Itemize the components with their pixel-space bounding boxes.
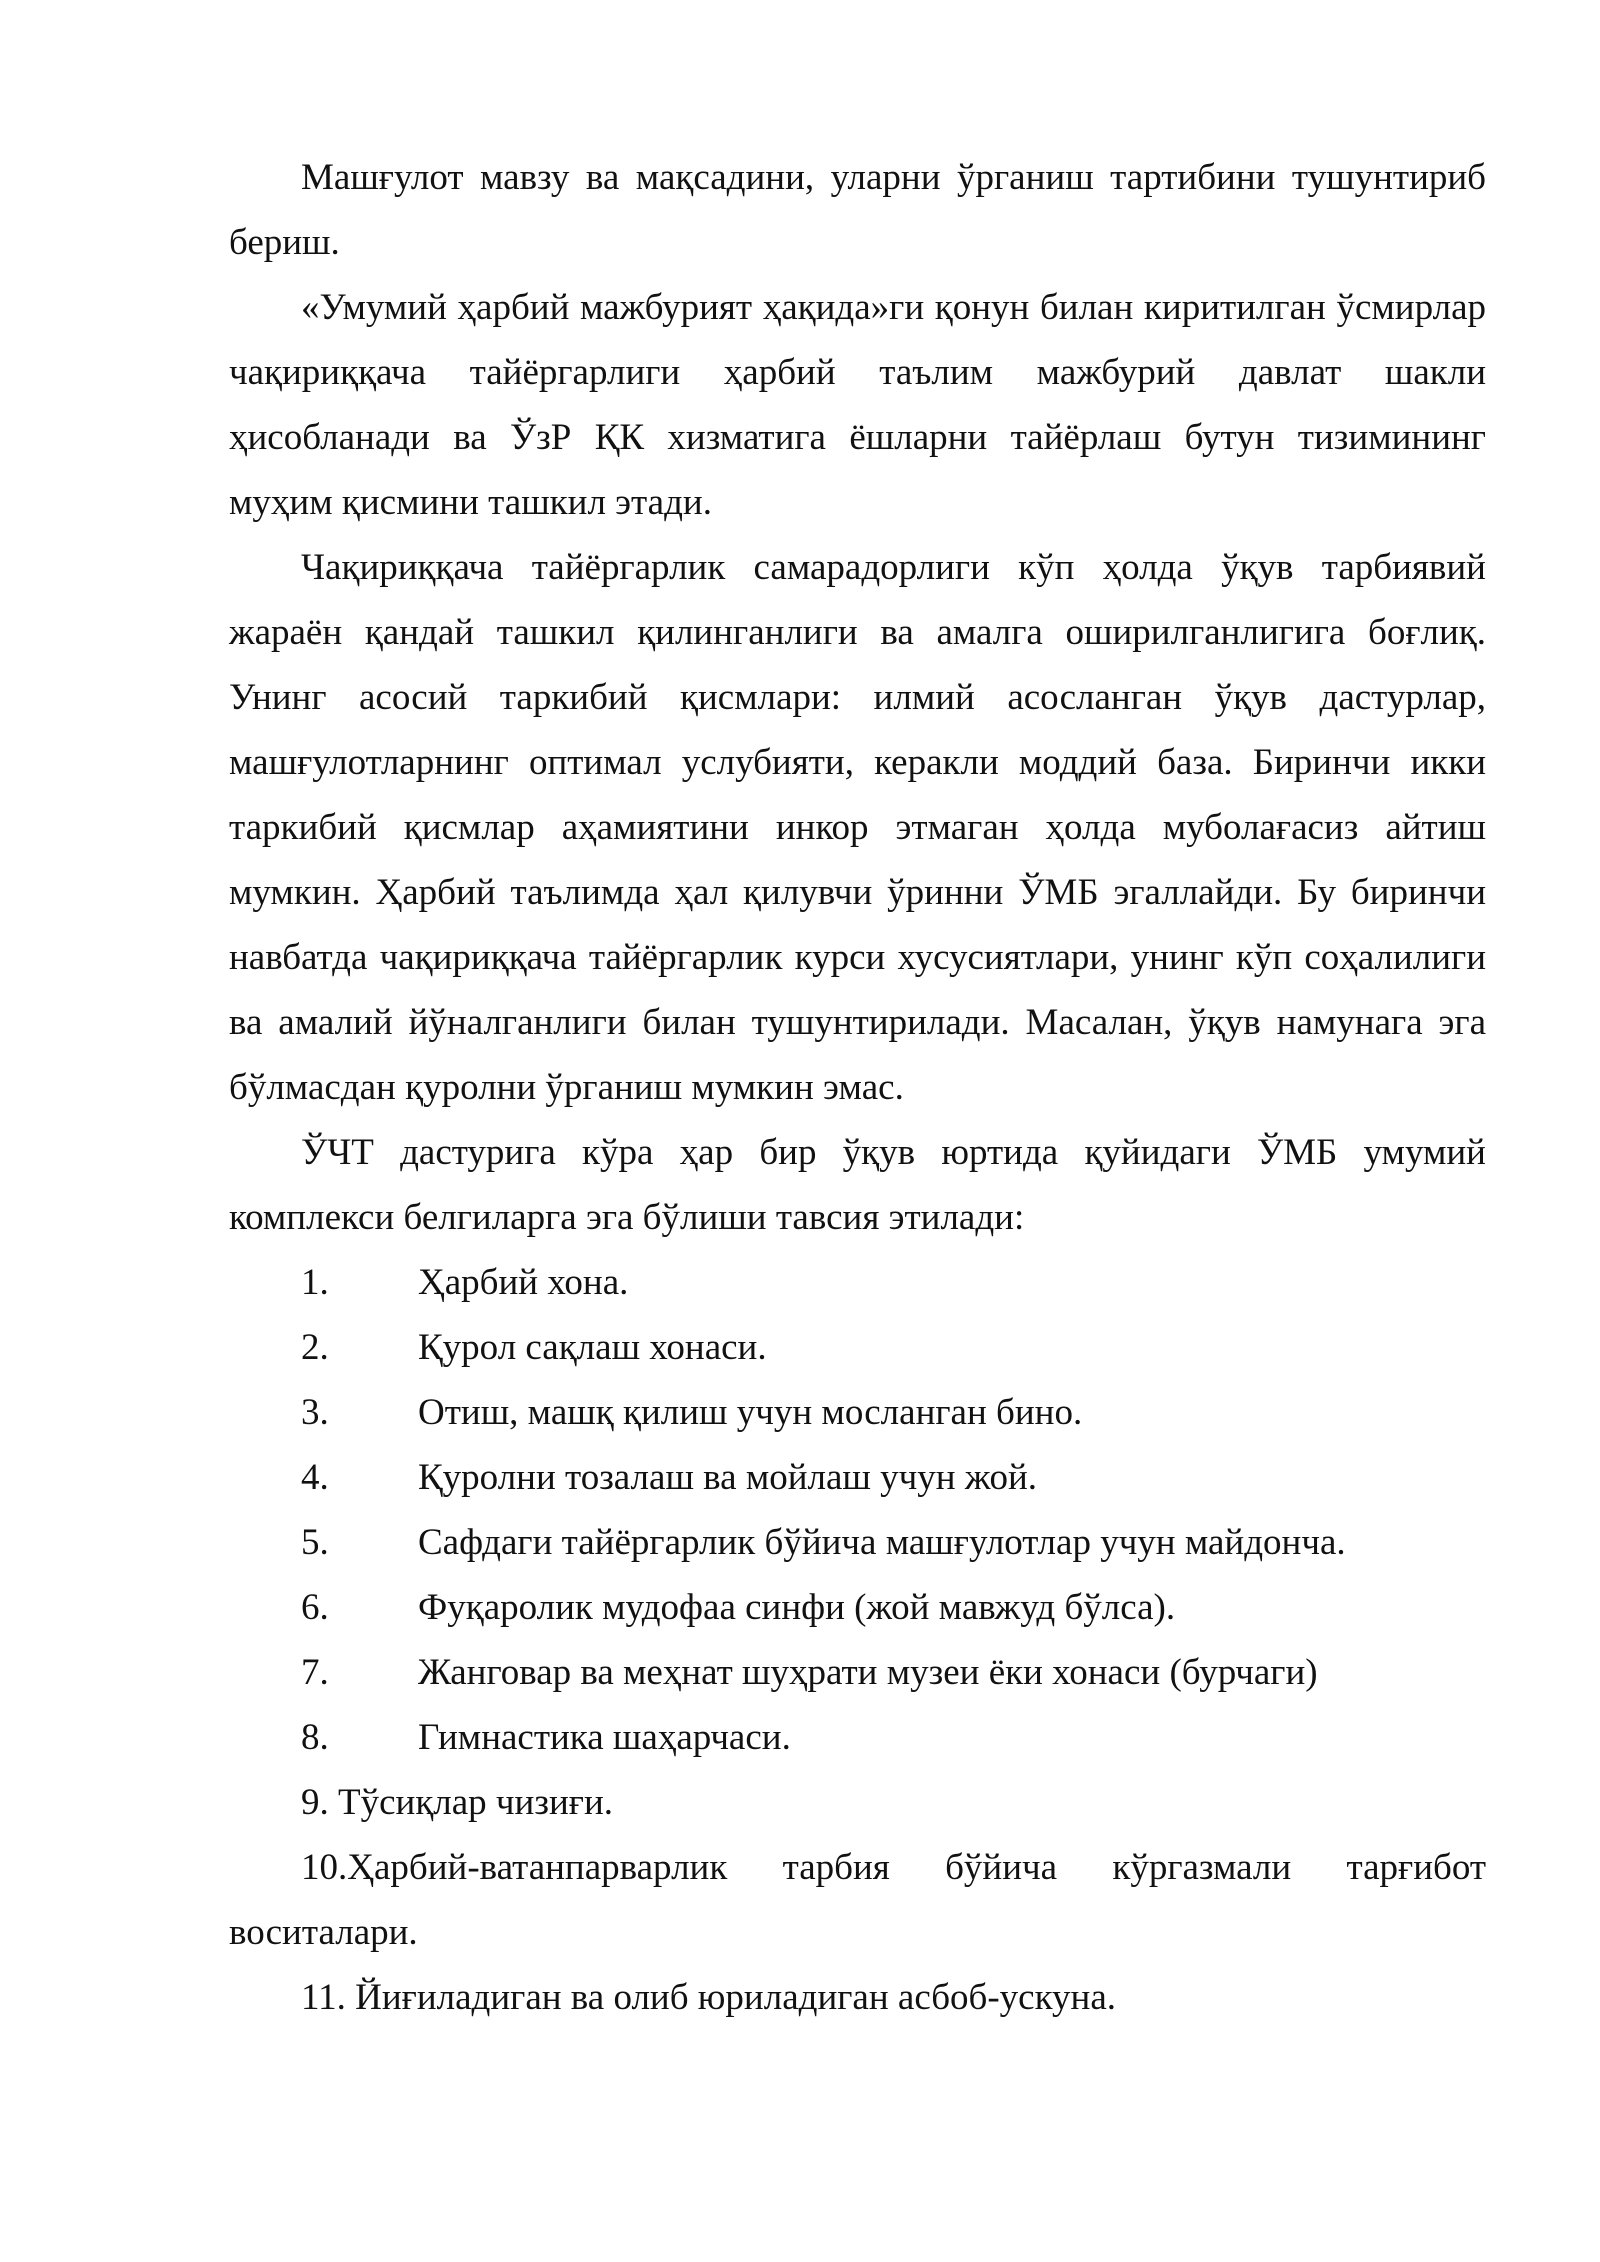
list-item (229, 1705, 1486, 1770)
list-item-number: 5. (301, 1522, 329, 1563)
list-item (229, 1575, 1486, 1640)
list-item (229, 1445, 1486, 1510)
list-item-number: 2. (301, 1327, 329, 1368)
list-item-number: 1. (301, 1262, 329, 1303)
list-item (229, 1380, 1486, 1445)
list-item-text: Сафдаги тайёргарлик бўйича машғулотлар учун майдонча. (418, 1522, 1346, 1563)
list-item-text: Гимнастика шаҳарчаси. (418, 1717, 791, 1758)
list-item-text: Ҳарбий хона. (418, 1262, 629, 1303)
list-item-text: Қуролни тозалаш ва мойлаш учун жой. (418, 1457, 1038, 1498)
list-item (229, 1510, 1486, 1575)
list-item-text: Қурол сақлаш хонаси. (418, 1327, 767, 1368)
paragraph-item-9: 9. Тўсиқлар чизиғи. (301, 1782, 613, 1823)
list-item-text: Фуқаролик мудофаа синфи (жой мавжуд бўлса). (418, 1587, 1176, 1628)
list-item (229, 1640, 1486, 1705)
paragraph-program: ЎЧТ дастурига кўра ҳар бир ўқув юртида қуйидаги ЎМБ умумий комплекси белгиларга эга бўлиши тавсия этилади: (229, 1132, 1486, 1238)
paragraph-intro: Машғулот мавзу ва мақсадини, уларни ўрганиш тартибини тушунтириб бериш. (229, 157, 1486, 263)
paragraph-item-10: 10.Ҳарбий-ватанпарварлик тарбия бўйича кўргазмали тарғибот воситалари. (229, 1847, 1486, 1953)
paragraph-effectiveness: Чақириққача тайёргарлик самарадорлиги кўп ҳолда ўқув тарбиявий жараён қандай ташкил қилинганлиги ва амалга оширилганлигига боғлиқ. Унинг асосий таркибий қисмлари: илмий асосланган ўқув дастурлар, машғулотларнинг оптимал услубияти, керакли моддий база. Биринчи икки таркибий қисмлар аҳамиятини инкор этмаган ҳолда муболағасиз айтиш мумкин. Ҳарбий таълимда ҳал қилувчи ўринни ЎМБ эгаллайди. Бу биринчи навбатда чақириққача тайёргарлик курси хусусиятлари, унинг кўп соҳалилиги ва амалий йўналганлиги билан тушунтирилади. Масалан, ўқув намунага эга бўлмасдан қуролни ўрганиш мумкин эмас. (229, 547, 1486, 1108)
paragraph-item-11: 11. Йиғиладиган ва олиб юриладиган асбоб-ускуна. (301, 1977, 1117, 2018)
paragraph-law: «Умумий ҳарбий мажбурият ҳақида»ги қонун билан киритилган ўсмирлар чақириққача тайёргарлиги ҳарбий таълим мажбурий давлат шакли ҳисобланади ва ЎзР ҚК хизматига ёшларни тайёрлаш бутун тизимининг муҳим қисмини ташкил этади. (229, 287, 1486, 523)
list-item-number: 7. (301, 1652, 329, 1693)
list-item-number: 3. (301, 1392, 329, 1433)
list-item-text: Жанговар ва меҳнат шуҳрати музеи ёки хонаси (бурчаги) (418, 1652, 1318, 1693)
list-item (229, 1250, 1486, 1315)
list-item (229, 1315, 1486, 1380)
list-item-number: 8. (301, 1717, 329, 1758)
document-page (229, 145, 1486, 2030)
list-item-number: 6. (301, 1587, 329, 1628)
numbered-list (229, 1250, 1486, 1770)
list-item-text: Отиш, машқ қилиш учун мосланган бино. (418, 1392, 1083, 1433)
list-item-number: 4. (301, 1457, 329, 1498)
